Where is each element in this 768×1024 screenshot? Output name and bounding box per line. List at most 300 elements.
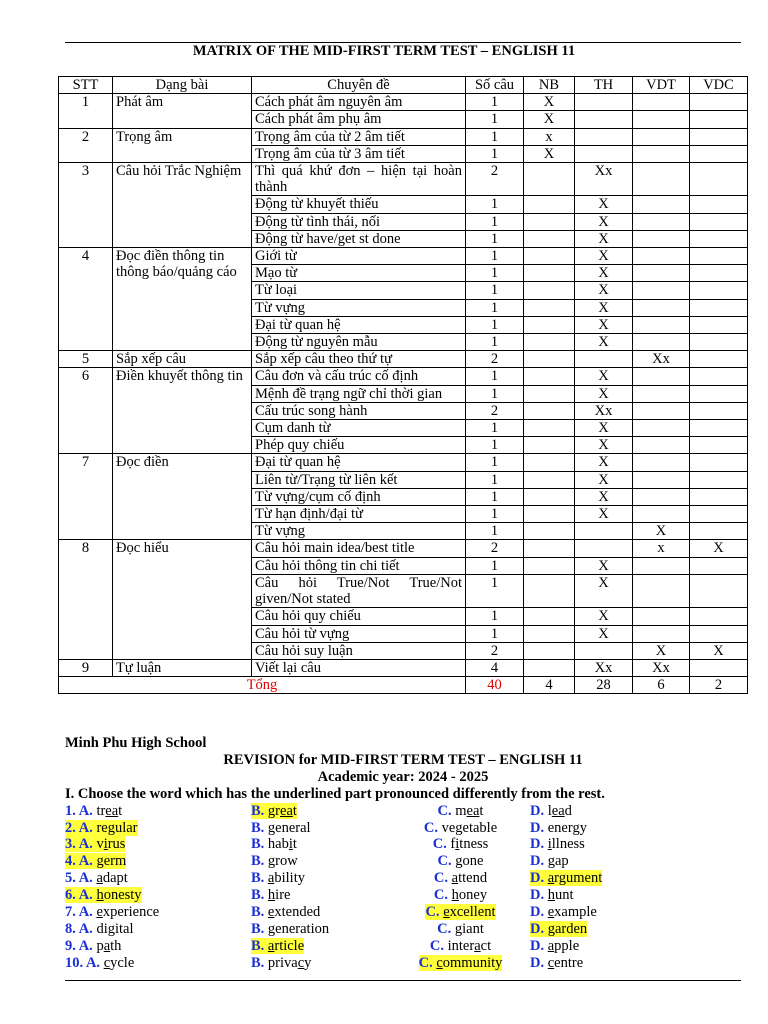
nb-cell (524, 454, 575, 471)
highlighted-option (65, 820, 138, 836)
vdt-cell: X (633, 523, 690, 540)
highlighted-option (530, 921, 587, 937)
underlined-part: ea (466, 802, 480, 819)
highlighted-option (251, 803, 297, 819)
underlined-part: a (267, 870, 275, 887)
word-suffix: llness (551, 836, 585, 853)
underlined-part: c (436, 954, 443, 971)
word-prefix: hab (267, 836, 289, 853)
option-label (434, 887, 448, 903)
vdc-cell (690, 659, 748, 676)
option-word (100, 955, 134, 971)
answer-option (65, 853, 251, 870)
topic-cell: Động từ have/get st done (252, 230, 466, 247)
underlined-part: a (267, 937, 275, 954)
option-label (530, 836, 544, 852)
vdc-cell (690, 608, 748, 625)
option-label (65, 921, 93, 937)
nb-cell (524, 608, 575, 625)
underlined-part: g (267, 819, 276, 836)
word-suffix: ttend (458, 870, 488, 887)
highlighted-option (251, 938, 304, 954)
count-cell: 1 (466, 94, 524, 111)
answer-option (65, 820, 251, 837)
th-cell (575, 128, 633, 145)
underlined-part: h (96, 887, 104, 904)
nb-cell (524, 540, 575, 557)
question-row (65, 820, 741, 837)
vdc-cell (690, 351, 748, 368)
vdc-cell (690, 506, 748, 523)
topic-cell: Từ vựng (252, 299, 466, 316)
th-cell (575, 642, 633, 659)
option-label (530, 803, 544, 819)
topic-cell: Liên từ/Trạng từ liên kết (252, 471, 466, 488)
option-letter: A. (78, 937, 93, 954)
count-cell: 1 (466, 506, 524, 523)
type-cell: Điền khuyết thông tin (113, 368, 252, 454)
total-count: 40 (466, 677, 524, 694)
nb-cell (524, 385, 575, 402)
count-cell: 1 (466, 574, 524, 607)
topic-cell: Động từ khuyết thiếu (252, 196, 466, 213)
topic-cell: Câu hỏi main idea/best title (252, 540, 466, 557)
th-cell: X (575, 230, 633, 247)
table-row (59, 368, 748, 385)
underlined-part: g (267, 920, 276, 937)
nb-cell (524, 642, 575, 659)
word-prefix: di (96, 920, 108, 937)
word-suffix: row (275, 853, 298, 870)
underlined-part: i (288, 836, 293, 853)
underlined-part: ea (551, 802, 565, 819)
underlined-part: e (443, 903, 450, 920)
academic-year: Academic year: 2024 - 2025 (317, 768, 489, 785)
vdc-cell (690, 196, 748, 213)
topic-cell: Từ vựng/cụm cố định (252, 488, 466, 505)
highlighted-option (530, 870, 602, 886)
option-label (530, 820, 544, 836)
word-suffix: d (564, 802, 572, 819)
nb-cell (524, 625, 575, 642)
option-word (451, 921, 484, 937)
vdt-cell (633, 145, 690, 162)
option-label (251, 836, 264, 852)
option-letter: D. (530, 887, 545, 904)
count-cell: 1 (466, 420, 524, 437)
underlined-part: ea (105, 802, 119, 819)
option-label (530, 955, 544, 971)
vdc-cell (690, 523, 748, 540)
underlined-part: a (474, 937, 481, 954)
count-cell: 1 (466, 282, 524, 299)
answer-option (530, 853, 680, 870)
table-row (59, 94, 748, 111)
option-letter: D. (530, 819, 545, 836)
nb-cell: X (524, 94, 575, 111)
answer-option (65, 938, 251, 955)
th-cell (575, 540, 633, 557)
table-row (59, 128, 748, 145)
nb-cell (524, 316, 575, 333)
answer-option (65, 803, 251, 820)
vdt-cell (633, 625, 690, 642)
count-cell: 1 (466, 145, 524, 162)
topic-cell: Từ hạn định/đại từ (252, 506, 466, 523)
header-cell: VDT (633, 77, 690, 94)
topic-cell: Từ vựng (252, 523, 466, 540)
vdc-cell (690, 248, 748, 265)
underlined-part: h (267, 887, 276, 904)
answer-option (251, 938, 391, 955)
option-label (251, 955, 264, 971)
vdc-cell (690, 557, 748, 574)
vdc-cell (690, 402, 748, 419)
th-cell (575, 111, 633, 128)
word-suffix: eneration (275, 920, 330, 937)
underlined-part: e (96, 903, 103, 920)
answer-option (530, 955, 680, 972)
underlined-part: a (547, 937, 555, 954)
word-prefix: inter (447, 937, 475, 954)
option-word (264, 904, 320, 920)
vdt-cell (633, 248, 690, 265)
nb-cell (524, 574, 575, 607)
count-cell: 1 (466, 128, 524, 145)
vdt-cell (633, 230, 690, 247)
vdc-cell (690, 282, 748, 299)
word-suffix: bility (274, 870, 305, 887)
th-cell: X (575, 557, 633, 574)
word-prefix: ve (441, 819, 456, 836)
th-cell (575, 94, 633, 111)
option-letter: A. (78, 903, 93, 920)
word-suffix: dapt (102, 870, 128, 887)
option-word (93, 870, 128, 886)
topic-cell: Mệnh đề trạng ngữ chỉ thời gian (252, 385, 466, 402)
count-cell: 1 (466, 488, 524, 505)
underlined-part: c (297, 954, 305, 971)
option-letter: C. (432, 836, 447, 853)
vdc-cell (690, 111, 748, 128)
word-suffix: th (110, 937, 122, 954)
vdc-cell (690, 334, 748, 351)
option-label (434, 870, 448, 886)
word-suffix: xtended (274, 903, 321, 920)
type-cell: Câu hỏi Trắc Nghiệm (113, 163, 252, 248)
word-suffix: t (479, 802, 484, 819)
type-cell: Phát âm (113, 94, 252, 128)
question-number: 4. (65, 853, 76, 870)
option-letter: A. (78, 920, 93, 937)
answer-option (530, 938, 680, 955)
answer-option (530, 836, 680, 853)
word-suffix: tness (459, 836, 489, 853)
underlined-part: e (547, 903, 555, 920)
question-list (65, 803, 741, 972)
th-cell: X (575, 454, 633, 471)
matrix-title: MATRIX OF THE MID-FIRST TERM TEST – ENGLISH 11 (192, 43, 576, 59)
underlined-part: g (454, 920, 463, 937)
highlighted-option (419, 955, 503, 971)
total-row (59, 677, 748, 694)
count-cell: 1 (466, 437, 524, 454)
option-letter: D. (530, 937, 545, 954)
th-cell: X (575, 265, 633, 282)
option-letter: C. (437, 802, 452, 819)
nb-cell: X (524, 145, 575, 162)
answer-option (251, 921, 391, 938)
count-cell: 1 (466, 265, 524, 282)
count-cell: 2 (466, 351, 524, 368)
th-cell: Xx (575, 659, 633, 676)
option-label (65, 820, 93, 836)
word-suffix: rticle (274, 937, 305, 954)
vdc-cell (690, 420, 748, 437)
question-number: 6. (65, 887, 76, 904)
word-suffix: t (292, 836, 297, 853)
option-letter: C. (423, 819, 438, 836)
topic-cell: Đại từ quan hệ (252, 454, 466, 471)
option-letter: B. (251, 920, 265, 937)
nb-cell: x (524, 128, 575, 145)
question-row (65, 887, 741, 904)
answer-option (251, 955, 391, 972)
underlined-part: h (451, 887, 459, 904)
word-suffix: rgument (554, 870, 603, 887)
vdt-cell (633, 368, 690, 385)
vdc-cell: X (690, 642, 748, 659)
count-cell: 1 (466, 368, 524, 385)
word-prefix: tr (96, 802, 106, 819)
question-number: 2. (65, 819, 76, 836)
stt-cell: 5 (59, 351, 113, 368)
count-cell: 1 (466, 111, 524, 128)
option-word (544, 803, 572, 819)
nb-cell: X (524, 111, 575, 128)
underlined-part: g (267, 853, 276, 870)
answer-option (530, 803, 680, 820)
underlined-part: ea (280, 802, 293, 819)
total-nb: 4 (524, 677, 575, 694)
option-letter: D. (530, 920, 545, 937)
nb-cell (524, 213, 575, 230)
answer-option (251, 820, 391, 837)
option-label (251, 921, 264, 937)
option-letter: B. (251, 853, 265, 870)
option-label (65, 955, 100, 971)
vdc-cell (690, 94, 748, 111)
underlined-part: i (455, 836, 460, 853)
nb-cell (524, 265, 575, 282)
question-number: 7. (65, 903, 76, 920)
option-letter: C. (437, 920, 452, 937)
option-letter: D. (530, 903, 545, 920)
type-cell: Sắp xếp câu (113, 351, 252, 368)
underlined-part: g (547, 920, 555, 937)
vdc-cell (690, 213, 748, 230)
th-cell: X (575, 248, 633, 265)
answer-option (65, 870, 251, 887)
header-cell: STT (59, 77, 113, 94)
option-letter: C. (425, 903, 440, 920)
nb-cell (524, 557, 575, 574)
option-label (438, 853, 452, 869)
answer-option (65, 921, 251, 938)
option-word (544, 836, 585, 852)
topic-cell: Câu hỏi True/Not True/Not given/Not stated (252, 574, 466, 607)
count-cell: 1 (466, 385, 524, 402)
option-label (530, 938, 544, 954)
stt-cell: 9 (59, 659, 113, 676)
stt-cell: 8 (59, 540, 113, 659)
count-cell: 1 (466, 316, 524, 333)
option-word (93, 938, 122, 954)
nb-cell (524, 299, 575, 316)
option-label (251, 820, 264, 836)
vdc-cell (690, 368, 748, 385)
topic-cell: Đại từ quan hệ (252, 316, 466, 333)
underlined-part: g (455, 819, 463, 836)
option-word (544, 904, 597, 920)
vdt-cell (633, 488, 690, 505)
nb-cell (524, 471, 575, 488)
word-suffix: erm (103, 853, 127, 870)
option-letter: C. (437, 853, 452, 870)
vdc-cell (690, 625, 748, 642)
word-suffix: xperience (102, 903, 160, 920)
count-cell: 2 (466, 163, 524, 196)
word-suffix: ycle (110, 954, 135, 971)
option-label (438, 803, 452, 819)
question-number: 8. (65, 920, 76, 937)
vdt-cell (633, 196, 690, 213)
answer-option (530, 870, 680, 887)
question-row (65, 870, 741, 887)
option-label (65, 853, 93, 869)
vdc-cell (690, 385, 748, 402)
table-row (59, 659, 748, 676)
th-cell: X (575, 488, 633, 505)
option-letter: D. (530, 802, 545, 819)
answer-option (391, 887, 530, 904)
question-number: 1. (65, 802, 76, 819)
word-suffix: etable (462, 819, 498, 836)
instruction: I. Choose the word which has the underlined part pronounced differently from the rest. (65, 785, 605, 802)
question-row (65, 955, 741, 972)
answer-option (251, 836, 391, 853)
option-letter: D. (530, 836, 545, 853)
underlined-part: g (96, 853, 104, 870)
stt-cell: 6 (59, 368, 113, 454)
word-prefix: f (450, 836, 456, 853)
answer-option (251, 870, 391, 887)
count-cell: 2 (466, 540, 524, 557)
answer-option (251, 904, 391, 921)
count-cell: 1 (466, 523, 524, 540)
vdt-cell (633, 299, 690, 316)
question-row (65, 853, 741, 870)
type-cell: Đọc điền (113, 454, 252, 540)
word-suffix: onesty (103, 887, 142, 904)
answer-option (65, 955, 251, 972)
question-row (65, 938, 741, 955)
option-letter: A. (85, 954, 101, 971)
vdt-cell: Xx (633, 351, 690, 368)
th-cell: X (575, 437, 633, 454)
vdt-cell: X (633, 642, 690, 659)
header-cell: Dạng bài (113, 77, 252, 94)
th-cell: X (575, 213, 633, 230)
school-name: Minh Phu High School (65, 735, 207, 751)
nb-cell (524, 488, 575, 505)
th-cell: X (575, 368, 633, 385)
stt-cell: 4 (59, 248, 113, 351)
word-prefix: v (96, 836, 104, 853)
option-word (93, 803, 122, 819)
count-cell: 1 (466, 248, 524, 265)
table-row (59, 248, 748, 265)
table-row (59, 163, 748, 196)
word-suffix: eneral (275, 819, 311, 836)
vdc-cell (690, 454, 748, 471)
underlined-part: e (267, 903, 275, 920)
word-prefix: l (547, 802, 552, 819)
word-suffix: ommunity (442, 954, 503, 971)
count-cell: 1 (466, 196, 524, 213)
topic-cell: Viết lại câu (252, 659, 466, 676)
option-letter: B. (251, 937, 265, 954)
vdt-cell (633, 506, 690, 523)
nb-cell (524, 334, 575, 351)
matrix-table (58, 76, 748, 694)
topic-cell: Cách phát âm nguyên âm (252, 94, 466, 111)
vdt-cell (633, 608, 690, 625)
option-word (544, 820, 587, 836)
option-word (264, 955, 311, 971)
option-letter: C. (429, 937, 444, 954)
answer-option (391, 836, 530, 853)
th-cell: X (575, 316, 633, 333)
th-cell: Xx (575, 163, 633, 196)
vdt-cell (633, 163, 690, 196)
option-label (65, 836, 93, 852)
option-letter: D. (530, 870, 545, 887)
answer-option (391, 904, 530, 921)
word-prefix: p (96, 937, 104, 954)
vdt-cell (633, 385, 690, 402)
option-letter: A. (78, 870, 93, 887)
nb-cell (524, 437, 575, 454)
word-prefix: gr (267, 802, 281, 819)
topic-cell: Động từ nguyên mẫu (252, 334, 466, 351)
word-suffix: rus (107, 836, 126, 853)
underlined-part: g (572, 819, 580, 836)
revision-section (65, 735, 741, 972)
topic-cell: Động từ tình thái, nối (252, 213, 466, 230)
vdt-cell (633, 420, 690, 437)
total-vdt: 6 (633, 677, 690, 694)
answer-option (391, 803, 530, 820)
vdt-cell (633, 128, 690, 145)
th-cell (575, 351, 633, 368)
question-number: 10. (65, 954, 84, 971)
option-letter: B. (251, 802, 265, 819)
topic-cell: Mạo từ (252, 265, 466, 282)
nb-cell (524, 420, 575, 437)
th-cell: X (575, 574, 633, 607)
option-letter: B. (251, 870, 265, 887)
